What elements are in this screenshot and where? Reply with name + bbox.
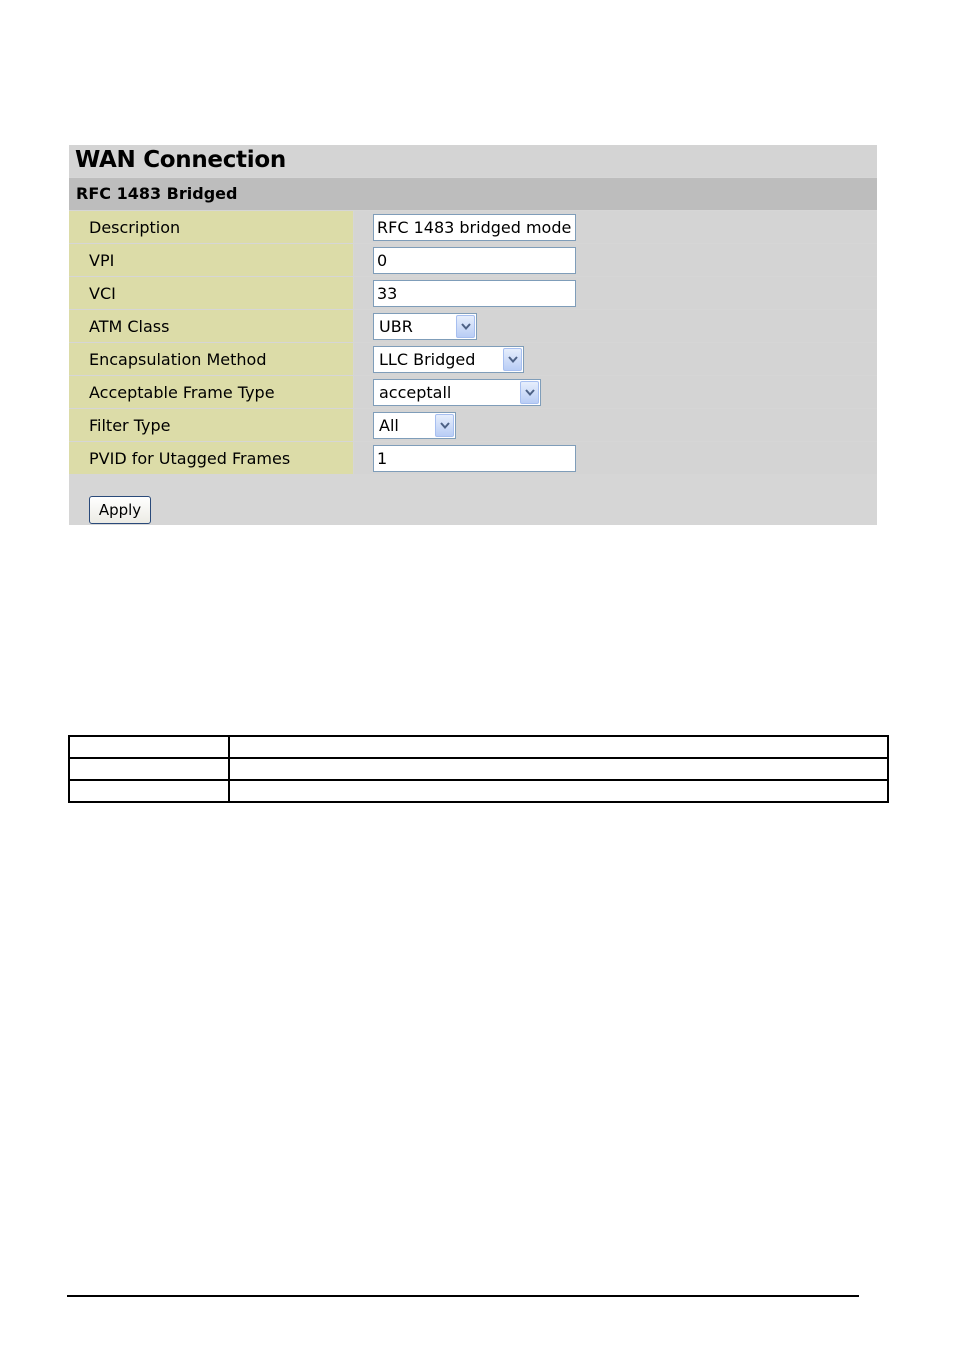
- filter-type-selected: All: [379, 416, 399, 435]
- table-cell: [69, 780, 229, 802]
- table-row: [69, 736, 888, 758]
- encapsulation-cell: [354, 343, 877, 375]
- chevron-down-icon[interactable]: [520, 381, 539, 404]
- description-label: Description: [69, 211, 353, 243]
- filter-type-cell: [354, 409, 877, 441]
- row-description: [69, 211, 877, 243]
- page-title: WAN Connection: [69, 145, 877, 177]
- row-encapsulation: [69, 343, 877, 375]
- row-vci: [69, 277, 877, 309]
- frame-type-selected: acceptall: [379, 383, 452, 402]
- apply-button[interactable]: Apply: [89, 496, 151, 524]
- filter-type-select[interactable]: [373, 412, 456, 439]
- table-cell: [229, 780, 888, 802]
- description-input[interactable]: [373, 214, 576, 241]
- table-cell: [69, 736, 229, 758]
- atm-class-selected: UBR: [379, 317, 413, 336]
- row-vpi: [69, 244, 877, 276]
- vpi-label: VPI: [69, 244, 353, 276]
- chevron-down-icon[interactable]: [456, 315, 475, 338]
- table-cell: [229, 736, 888, 758]
- atm-class-cell: [354, 310, 877, 342]
- atm-class-label: ATM Class: [69, 310, 353, 342]
- pvid-cell: [354, 442, 877, 474]
- chevron-down-icon[interactable]: [435, 414, 454, 437]
- info-table: [68, 735, 889, 803]
- row-pvid: [69, 442, 877, 474]
- row-filter-type: [69, 409, 877, 441]
- encapsulation-label: Encapsulation Method: [69, 343, 353, 375]
- table-row: [69, 780, 888, 802]
- section-subtitle: RFC 1483 Bridged: [69, 178, 877, 210]
- vci-label: VCI: [69, 277, 353, 309]
- frame-type-select[interactable]: [373, 379, 541, 406]
- frame-type-label: Acceptable Frame Type: [69, 376, 353, 408]
- chevron-down-icon[interactable]: [503, 348, 522, 371]
- table-cell: [69, 758, 229, 780]
- pvid-input[interactable]: [373, 445, 576, 472]
- frame-type-cell: [354, 376, 877, 408]
- row-atm-class: [69, 310, 877, 342]
- table-row: [69, 758, 888, 780]
- encapsulation-selected: LLC Bridged: [379, 350, 476, 369]
- encapsulation-select[interactable]: [373, 346, 524, 373]
- panel-footer: [69, 474, 877, 525]
- atm-class-select[interactable]: [373, 313, 477, 340]
- row-frame-type: [69, 376, 877, 408]
- table-cell: [229, 758, 888, 780]
- vpi-input[interactable]: [373, 247, 576, 274]
- page-footer-divider: [67, 1295, 859, 1297]
- vci-cell: [354, 277, 877, 309]
- pvid-label: PVID for Utagged Frames: [69, 442, 353, 474]
- description-cell: [354, 211, 877, 243]
- filter-type-label: Filter Type: [69, 409, 353, 441]
- wan-connection-panel: [69, 145, 877, 525]
- vci-input[interactable]: [373, 280, 576, 307]
- vpi-cell: [354, 244, 877, 276]
